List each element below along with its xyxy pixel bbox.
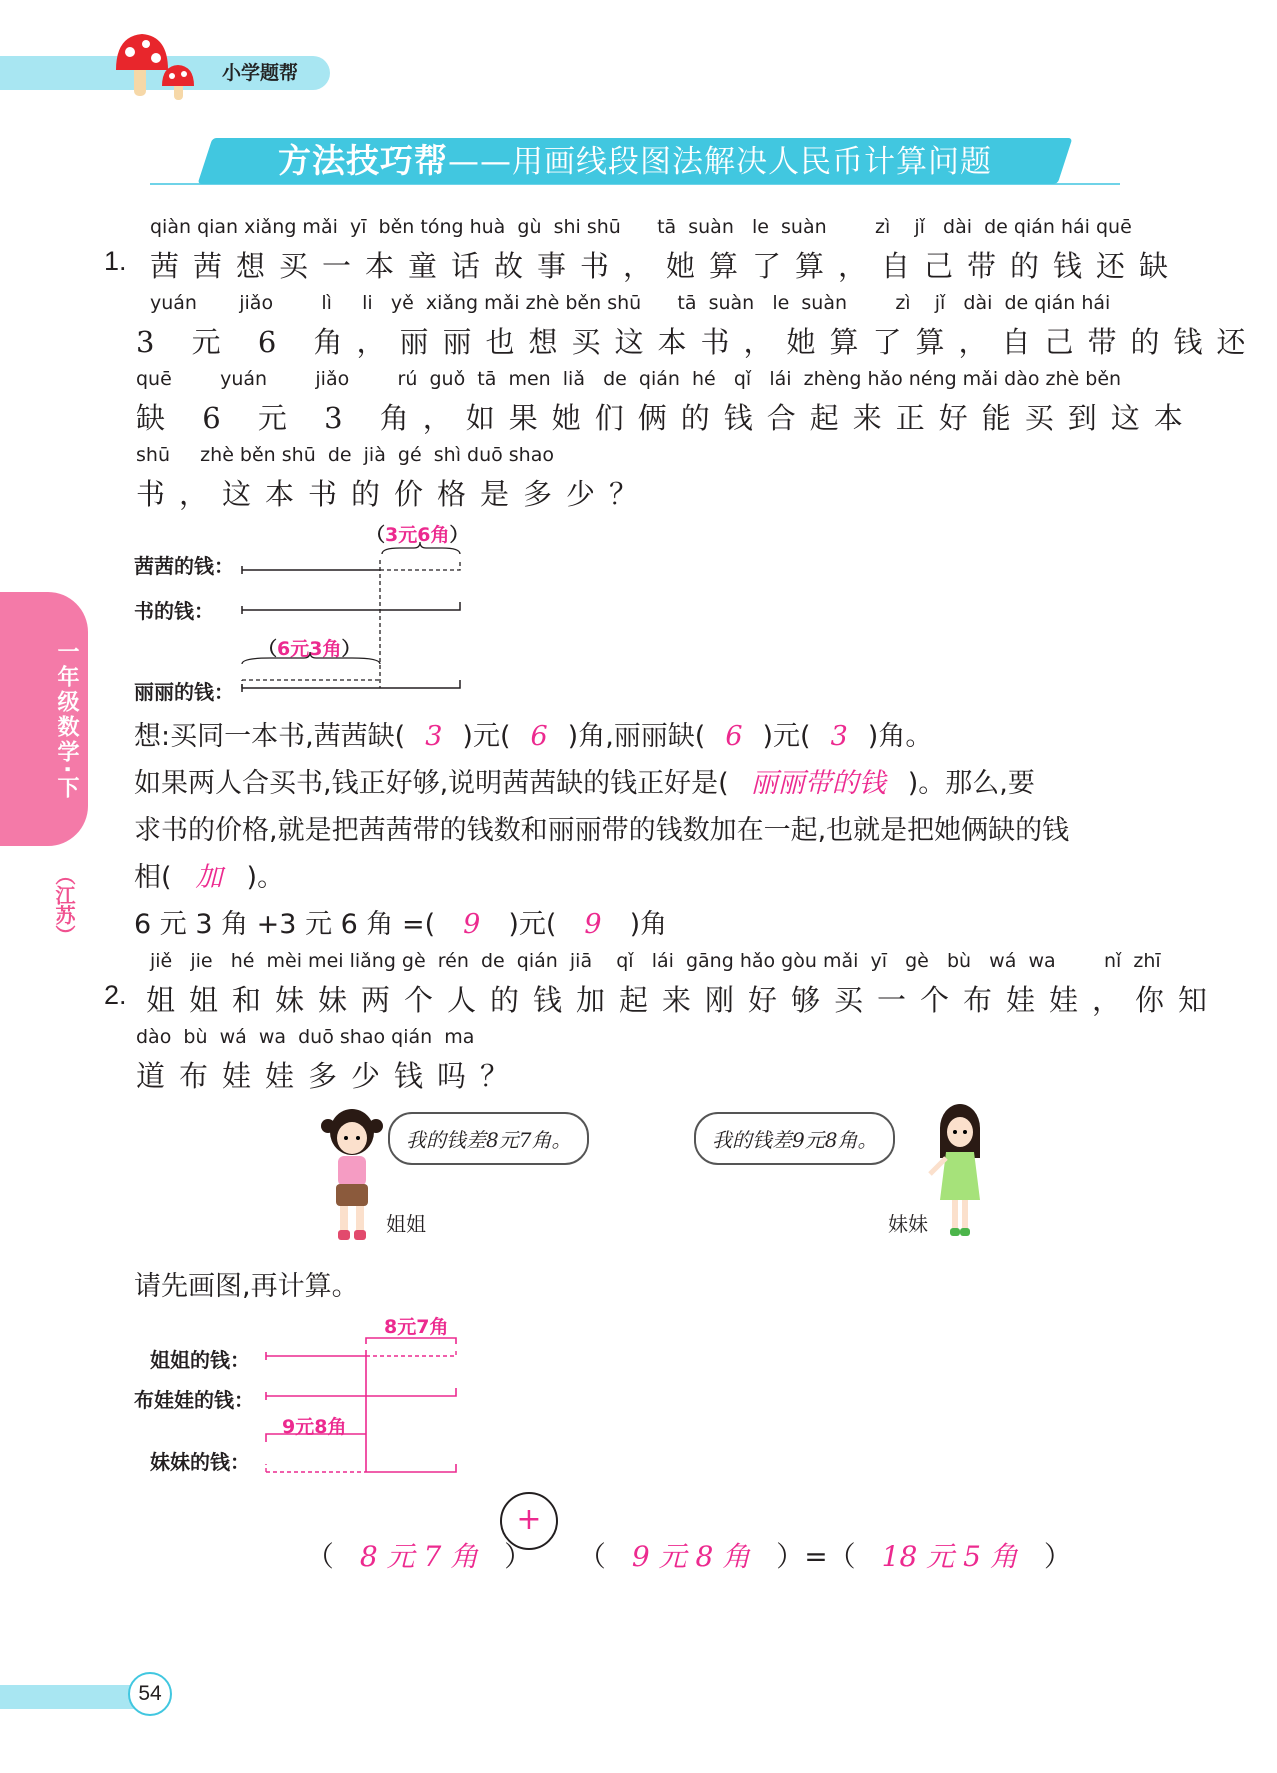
answer-blank: 3 <box>425 721 443 752</box>
older-sister-illustration <box>318 1106 388 1246</box>
answer-line-diagram <box>256 1330 476 1480</box>
operator-circle: + <box>500 1492 558 1550</box>
answer-blank: 3 <box>830 721 848 752</box>
section-title-sub: ——用画线段图法解决人民币计算问题 <box>448 144 992 180</box>
speech-bubble: 我的钱差8元7角。 <box>388 1112 589 1165</box>
brace-label: （3元6角） <box>366 524 469 546</box>
character-name: 妹妹 <box>888 1212 928 1236</box>
think-line: 想:买同一本书,茜茜缺( 3 )元( 6 )角,丽丽缺( 6 )元( 3 )角。 <box>134 721 933 752</box>
section-title <box>205 138 1065 184</box>
answer-blank: 9 <box>584 909 602 940</box>
diagram-label: 布娃娃的钱： <box>134 1388 254 1412</box>
hanzi-row: 姐姐和妹妹两个人的钱加起来刚好够买一个布娃娃，你知 <box>146 983 1222 1017</box>
hanzi-row: 缺 6 元 3 角，如果她们俩的钱合起来正好能买到这本 <box>136 401 1197 435</box>
section-title-main: 方法技巧帮 <box>278 141 448 180</box>
think-line: 相( 加 )。 <box>134 862 285 893</box>
brace-label: 8元7角 <box>384 1316 449 1338</box>
answer-blank: 8 元 7 角 <box>359 1540 479 1573</box>
mushroom-icon <box>112 30 222 102</box>
answer-blank: 6 <box>530 721 548 752</box>
pinyin-row: jiě jie hé mèi mei liǎng gè rén de qián jiā qǐ lái gāng hǎo gòu mǎi yī gè bù wá wa nǐ zhī <box>150 950 1161 972</box>
brace-label: 9元8角 <box>282 1416 347 1438</box>
hanzi-row: 书，这本书的价格是多少？ <box>136 477 653 511</box>
answer-blank: 加 <box>195 862 223 893</box>
answer-blank: 9 元 8 角 <box>631 1540 751 1573</box>
question-number: 2. <box>104 980 127 1010</box>
side-tab-grade: 一年级数学·下 <box>54 640 79 802</box>
brand-name: 小学题帮 <box>222 62 299 84</box>
think-line: 如果两人合买书,钱正好够,说明茜茜缺的钱正好是( 丽丽带的钱 )。那么,要 <box>134 768 1035 799</box>
question-number: 1. <box>104 246 127 276</box>
line-segment-diagram <box>230 540 470 700</box>
answer-blank: 9 <box>463 909 481 940</box>
think-line: 求书的价格,就是把茜茜带的钱数和丽丽带的钱数加在一起,也就是把她俩缺的钱 <box>134 815 1070 846</box>
pinyin-row: yuán jiǎo lì li yě xiǎng mǎi zhè běn shū tā suàn le suàn zì jǐ dài de qián hái <box>150 292 1111 314</box>
diagram-label: 姐姐的钱： <box>150 1348 250 1372</box>
diagram-label: 妹妹的钱： <box>150 1450 250 1474</box>
diagram-label: 茜茜的钱： <box>134 554 234 578</box>
calc-line: 6 元 3 角 +3 元 6 角 =( 9 )元( 9 )角 <box>134 909 668 940</box>
page-number: 54 <box>128 1672 172 1716</box>
diagram-label: 丽丽的钱： <box>134 680 234 704</box>
character-name: 姐姐 <box>386 1212 426 1236</box>
answer-blank: 6 <box>725 721 743 752</box>
brace-label: （6元3角） <box>258 638 361 660</box>
side-tab-region: （江苏） <box>52 865 76 945</box>
equation: （ 9 元 8 角 ）=（ 18 元 5 角 ） <box>577 1540 1072 1573</box>
hanzi-row: 道布娃娃多少钱吗？ <box>136 1059 524 1093</box>
instruction: 请先画图,再计算。 <box>134 1271 359 1302</box>
pinyin-row: quē yuán jiǎo rú guǒ tā men liǎ de qián hé qǐ lái zhèng hǎo néng mǎi dào zhè běn <box>136 368 1122 390</box>
speech-bubble: 我的钱差9元8角。 <box>694 1112 895 1165</box>
equation: （ 8 元 7 角 ） <box>305 1540 533 1573</box>
pinyin-row: qiàn qian xiǎng mǎi yī běn tóng huà gù shi shū tā suàn le suàn zì jǐ dài de qián hái quē <box>150 216 1132 238</box>
pinyin-row: dào bù wá wa duō shao qián ma <box>136 1026 475 1048</box>
younger-sister-illustration <box>926 1100 992 1244</box>
hanzi-row: 3 元 6 角，丽丽也想买这本书，她算了算，自己带的钱还 <box>136 325 1260 359</box>
diagram-label: 书的钱： <box>134 599 214 623</box>
hanzi-row: 茜茜想买一本童话故事书，她算了算，自己带的钱还缺 <box>150 249 1183 283</box>
answer-blank: 18 元 5 角 <box>881 1540 1018 1573</box>
answer-blank: 丽丽带的钱 <box>750 768 886 799</box>
pinyin-row: shū zhè běn shū de jià gé shì duō shao <box>136 444 554 466</box>
